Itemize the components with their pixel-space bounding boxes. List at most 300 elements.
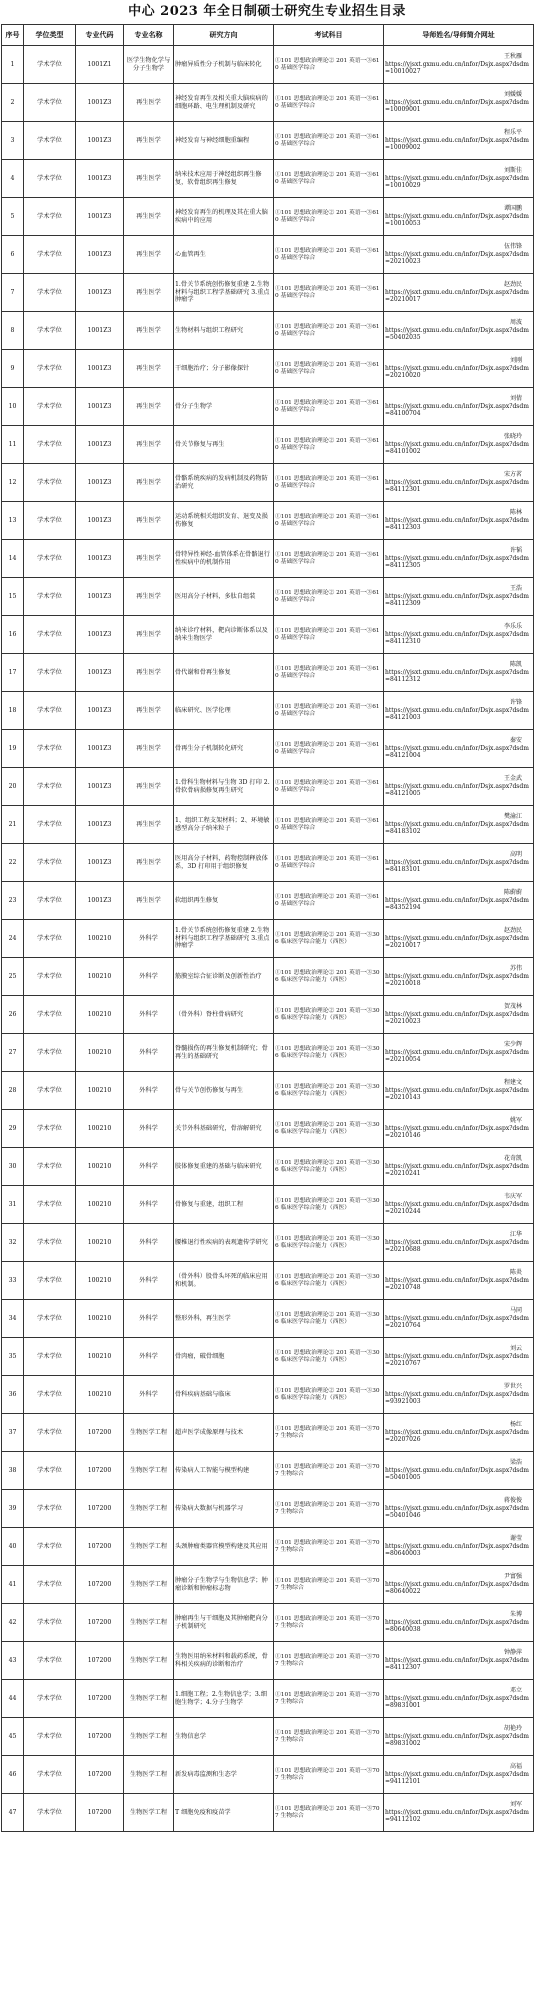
table-row: [2, 84, 534, 122]
row-number-cell: 1: [2, 46, 24, 84]
row-number-cell: 7: [2, 274, 24, 312]
tutor-profile-link[interactable]: https://yjsxt.gxmu.edu.cn/infor/Dsjx.aspx?dsdm=84100704: [385, 402, 529, 418]
table-row: [2, 122, 534, 160]
tutor-cell: [384, 768, 534, 806]
major-name-cell: 再生医学: [124, 654, 174, 692]
tutor-profile-link[interactable]: https://yjsxt.gxmu.edu.cn/infor/Dsjx.aspx?dsdm=80640022: [385, 1580, 529, 1596]
degree-type-cell: 学术学位: [24, 1490, 76, 1528]
tutor-profile-link[interactable]: https://yjsxt.gxmu.edu.cn/infor/Dsjx.aspx?dsdm=20210767: [385, 1352, 529, 1368]
major-name-cell: 外科学: [124, 1072, 174, 1110]
tutor-cell: [384, 1680, 534, 1718]
degree-type-cell: 学术学位: [24, 616, 76, 654]
exam-subjects-cell: ①101 思想政治理论② 201 英语一③306 临床医学综合能力（西医）: [274, 1338, 384, 1376]
exam-subjects-cell: ①101 思想政治理论② 201 英语一③707 生物综合: [274, 1756, 384, 1794]
exam-subjects-cell: ①101 思想政治理论② 201 英语一③610 基础医学综合: [274, 426, 384, 464]
row-number-cell: 9: [2, 350, 24, 388]
research-direction-cell: 传染病大数据与机器学习: [174, 1490, 274, 1528]
tutor-name: 樊渝江: [503, 813, 522, 821]
major-code-cell: 107200: [76, 1528, 124, 1566]
row-number-cell: 8: [2, 312, 24, 350]
table-row: [2, 1566, 534, 1604]
table-row: [2, 1718, 534, 1756]
degree-type-cell: 学术学位: [24, 464, 76, 502]
tutor-profile-link[interactable]: https://yjsxt.gxmu.edu.cn/infor/Dsjx.aspx?dsdm=84121004: [385, 744, 529, 760]
header-cell: 学位类型: [24, 25, 76, 46]
row-number-cell: 18: [2, 692, 24, 730]
row-number-cell: 27: [2, 1034, 24, 1072]
table-row: [2, 730, 534, 768]
research-direction-cell: 新发病毒监测和生态学: [174, 1756, 274, 1794]
major-code-cell: 100210: [76, 1186, 124, 1224]
tutor-profile-link[interactable]: https://yjsxt.gxmu.edu.cn/infor/Dsjx.aspx?dsdm=10009002: [385, 136, 529, 152]
exam-subjects-cell: ①101 思想政治理论② 201 英语一③306 临床医学综合能力（西医）: [274, 920, 384, 958]
row-number-cell: 14: [2, 540, 24, 578]
row-number-cell: 13: [2, 502, 24, 540]
research-direction-cell: 骨科疾病基础与临床: [174, 1376, 274, 1414]
tutor-profile-link[interactable]: https://yjsxt.gxmu.edu.cn/infor/Dsjx.aspx?dsdm=20210023: [385, 1010, 529, 1026]
exam-subjects-cell: ①101 思想政治理论② 201 英语一③306 临床医学综合能力（西医）: [274, 1224, 384, 1262]
tutor-profile-link[interactable]: https://yjsxt.gxmu.edu.cn/infor/Dsjx.aspx?dsdm=84112310: [385, 630, 529, 646]
exam-subjects-cell: ①101 思想政治理论② 201 英语一③306 临床医学综合能力（西医）: [274, 1300, 384, 1338]
major-code-cell: 1001Z3: [76, 198, 124, 236]
research-direction-cell: 关节外科基础研究，骨溶解研究: [174, 1110, 274, 1148]
row-number-cell: 44: [2, 1680, 24, 1718]
tutor-name: 许锋: [509, 699, 522, 707]
major-code-cell: 1001Z3: [76, 578, 124, 616]
tutor-profile-link[interactable]: https://yjsxt.gxmu.edu.cn/infor/Dsjx.aspx?dsdm=20210023: [385, 250, 529, 266]
major-name-cell: 再生医学: [124, 426, 174, 464]
major-code-cell: 1001Z3: [76, 844, 124, 882]
tutor-profile-link[interactable]: https://yjsxt.gxmu.edu.cn/infor/Dsjx.aspx?dsdm=20210018: [385, 972, 529, 988]
degree-type-cell: 学术学位: [24, 1148, 76, 1186]
degree-type-cell: 学术学位: [24, 236, 76, 274]
tutor-cell: [384, 1566, 534, 1604]
research-direction-cell: 骨肉瘤，破骨细胞: [174, 1338, 274, 1376]
exam-subjects-cell: ①101 思想政治理论② 201 英语一③610 基础医学综合: [274, 502, 384, 540]
degree-type-cell: 学术学位: [24, 1338, 76, 1376]
tutor-profile-link[interactable]: https://yjsxt.gxmu.edu.cn/infor/Dsjx.aspx?dsdm=80640003: [385, 1542, 529, 1558]
row-number-cell: 2: [2, 84, 24, 122]
major-code-cell: 1001Z3: [76, 274, 124, 312]
tutor-profile-link[interactable]: https://yjsxt.gxmu.edu.cn/infor/Dsjx.aspx?dsdm=84183101: [385, 858, 529, 874]
tutor-cell: [384, 236, 534, 274]
major-name-cell: 外科学: [124, 1338, 174, 1376]
exam-subjects-cell: ①101 思想政治理论② 201 英语一③707 生物综合: [274, 1718, 384, 1756]
research-direction-cell: 纳米技术应用于神经组织再生修复，软骨组织再生修复: [174, 160, 274, 198]
tutor-profile-link[interactable]: https://yjsxt.gxmu.edu.cn/infor/Dsjx.aspx?dsdm=10009001: [385, 98, 529, 114]
research-direction-cell: 骨与关节创伤修复与再生: [174, 1072, 274, 1110]
table-row: [2, 920, 534, 958]
tutor-profile-link[interactable]: https://yjsxt.gxmu.edu.cn/infor/Dsjx.aspx?dsdm=84121003: [385, 706, 529, 722]
exam-subjects-cell: ①101 思想政治理论② 201 英语一③610 基础医学综合: [274, 312, 384, 350]
major-name-cell: 生物医学工程: [124, 1528, 174, 1566]
row-number-cell: 31: [2, 1186, 24, 1224]
degree-type-cell: 学术学位: [24, 46, 76, 84]
header-cell: 序号: [2, 25, 24, 46]
degree-type-cell: 学术学位: [24, 1642, 76, 1680]
degree-type-cell: 学术学位: [24, 692, 76, 730]
major-name-cell: 再生医学: [124, 198, 174, 236]
tutor-cell: [384, 958, 534, 996]
table-row: [2, 1490, 534, 1528]
tutor-name: 刘刚: [509, 357, 522, 365]
research-direction-cell: 医用高分子材料，药物控制释放体系，3D 打印用于组织修复: [174, 844, 274, 882]
degree-type-cell: 学术学位: [24, 958, 76, 996]
row-number-cell: 29: [2, 1110, 24, 1148]
tutor-profile-link[interactable]: https://yjsxt.gxmu.edu.cn/infor/Dsjx.aspx?dsdm=20210748: [385, 1276, 529, 1292]
tutor-cell: [384, 1452, 534, 1490]
major-name-cell: 外科学: [124, 920, 174, 958]
tutor-profile-link[interactable]: https://yjsxt.gxmu.edu.cn/infor/Dsjx.aspx?dsdm=10010029: [385, 174, 529, 190]
tutor-profile-link[interactable]: https://yjsxt.gxmu.edu.cn/infor/Dsjx.aspx?dsdm=84112303: [385, 516, 529, 532]
header-cell: 导师姓名/导师简介网址: [384, 25, 534, 46]
research-direction-cell: 神经发育与神经细胞重编程: [174, 122, 274, 160]
tutor-profile-link[interactable]: https://yjsxt.gxmu.edu.cn/infor/Dsjx.aspx?dsdm=20210688: [385, 1238, 529, 1254]
row-number-cell: 6: [2, 236, 24, 274]
research-direction-cell: 骨修复与重建，组织工程: [174, 1186, 274, 1224]
tutor-profile-link[interactable]: https://yjsxt.gxmu.edu.cn/infor/Dsjx.aspx?dsdm=84183102: [385, 820, 529, 836]
exam-subjects-cell: ①101 思想政治理论② 201 英语一③610 基础医学综合: [274, 122, 384, 160]
tutor-profile-link[interactable]: https://yjsxt.gxmu.edu.cn/infor/Dsjx.aspx?dsdm=84112301: [385, 478, 529, 494]
tutor-name: 周波: [509, 319, 522, 327]
research-direction-cell: 神经发育再生及相关重大脑疾病的细胞环路、电生理机制及研究: [174, 84, 274, 122]
major-code-cell: 1001Z3: [76, 236, 124, 274]
table-row: [2, 882, 534, 920]
row-number-cell: 46: [2, 1756, 24, 1794]
document-title: 中心 2023 年全日制硕士研究生专业招生目录: [128, 4, 406, 19]
research-direction-cell: 1.骨关节系统创伤修复重建 2.生物材料与组织工程学基础研究 3.重点肿瘤学: [174, 274, 274, 312]
research-direction-cell: 1.骨科生物材料与生物 3D 打印 2.骨软骨病损修复再生研究: [174, 768, 274, 806]
exam-subjects-cell: ①101 思想政治理论② 201 英语一③610 基础医学综合: [274, 198, 384, 236]
research-direction-cell: 肿瘤异质性分子机制与临床转化: [174, 46, 274, 84]
tutor-cell: [384, 198, 534, 236]
major-code-cell: 107200: [76, 1452, 124, 1490]
exam-subjects-cell: ①101 思想政治理论② 201 英语一③707 生物综合: [274, 1794, 384, 1832]
degree-type-cell: 学术学位: [24, 388, 76, 426]
major-code-cell: 107200: [76, 1642, 124, 1680]
row-number-cell: 37: [2, 1414, 24, 1452]
table-row: [2, 768, 534, 806]
tutor-name: 李乐乐: [503, 623, 522, 631]
major-name-cell: 再生医学: [124, 502, 174, 540]
row-number-cell: 28: [2, 1072, 24, 1110]
research-direction-cell: T 细胞免疫和疫苗学: [174, 1794, 274, 1832]
tutor-profile-link[interactable]: https://yjsxt.gxmu.edu.cn/infor/Dsjx.aspx?dsdm=89831001: [385, 1694, 529, 1710]
major-name-cell: 外科学: [124, 1300, 174, 1338]
tutor-cell: [384, 1148, 534, 1186]
major-code-cell: 1001Z3: [76, 692, 124, 730]
exam-subjects-cell: ①101 思想政治理论② 201 英语一③610 基础医学综合: [274, 616, 384, 654]
research-direction-cell: 肢体修复重建的基础与临床研究: [174, 1148, 274, 1186]
tutor-name: 伍伟锋: [503, 243, 522, 251]
table-row: [2, 1262, 534, 1300]
tutor-profile-link[interactable]: https://yjsxt.gxmu.edu.cn/infor/Dsjx.aspx?dsdm=84112305: [385, 554, 529, 570]
row-number-cell: 45: [2, 1718, 24, 1756]
table-row: [2, 1186, 534, 1224]
table-row: [2, 996, 534, 1034]
major-name-cell: 再生医学: [124, 122, 174, 160]
tutor-cell: [384, 502, 534, 540]
table-row: [2, 1148, 534, 1186]
major-code-cell: 1001Z3: [76, 882, 124, 920]
tutor-cell: [384, 1376, 534, 1414]
tutor-profile-link[interactable]: https://yjsxt.gxmu.edu.cn/infor/Dsjx.aspx?dsdm=10010027: [385, 60, 529, 76]
major-code-cell: 1001Z3: [76, 768, 124, 806]
tutor-cell: [384, 996, 534, 1034]
tutor-cell: [384, 1300, 534, 1338]
table-row: [2, 1376, 534, 1414]
tutor-profile-link[interactable]: https://yjsxt.gxmu.edu.cn/infor/Dsjx.aspx?dsdm=20210054: [385, 1048, 529, 1064]
degree-type-cell: 学术学位: [24, 1414, 76, 1452]
tutor-profile-link[interactable]: https://yjsxt.gxmu.edu.cn/infor/Dsjx.aspx?dsdm=20207026: [385, 1428, 529, 1444]
tutor-profile-link[interactable]: https://yjsxt.gxmu.edu.cn/infor/Dsjx.aspx?dsdm=10010053: [385, 212, 529, 228]
tutor-profile-link[interactable]: https://yjsxt.gxmu.edu.cn/infor/Dsjx.aspx?dsdm=20210764: [385, 1314, 529, 1330]
research-direction-cell: 1.细胞工程；2.生物信息学；3.细胞生物学；4.分子生物学: [174, 1680, 274, 1718]
tutor-profile-link[interactable]: https://yjsxt.gxmu.edu.cn/infor/Dsjx.aspx?dsdm=89831002: [385, 1732, 529, 1748]
tutor-profile-link[interactable]: https://yjsxt.gxmu.edu.cn/infor/Dsjx.aspx?dsdm=84121005: [385, 782, 529, 798]
exam-subjects-cell: ①101 思想政治理论② 201 英语一③610 基础医学综合: [274, 730, 384, 768]
major-name-cell: 外科学: [124, 958, 174, 996]
row-number-cell: 23: [2, 882, 24, 920]
research-direction-cell: （骨外科）股骨头坏死的临床应用和机制。: [174, 1262, 274, 1300]
row-number-cell: 17: [2, 654, 24, 692]
tutor-name: 陈林: [509, 509, 522, 517]
research-direction-cell: 生物材料与组织工程研究: [174, 312, 274, 350]
exam-subjects-cell: ①101 思想政治理论② 201 英语一③610 基础医学综合: [274, 160, 384, 198]
tutor-name: 苏伟: [509, 965, 522, 973]
tutor-name: 谢莹: [509, 1535, 522, 1543]
tutor-cell: [384, 540, 534, 578]
header-cell: 专业代码: [76, 25, 124, 46]
tutor-profile-link[interactable]: https://yjsxt.gxmu.edu.cn/infor/Dsjx.aspx?dsdm=20210244: [385, 1200, 529, 1216]
table-row: [2, 578, 534, 616]
row-number-cell: 34: [2, 1300, 24, 1338]
major-name-cell: 再生医学: [124, 768, 174, 806]
row-number-cell: 15: [2, 578, 24, 616]
tutor-cell: [384, 1642, 534, 1680]
tutor-profile-link[interactable]: https://yjsxt.gxmu.edu.cn/infor/Dsjx.aspx?dsdm=50401046: [385, 1504, 529, 1520]
tutor-name: 赵劲民: [503, 927, 522, 935]
table-row: [2, 198, 534, 236]
major-code-cell: 1001Z3: [76, 312, 124, 350]
row-number-cell: 43: [2, 1642, 24, 1680]
major-name-cell: 再生医学: [124, 388, 174, 426]
tutor-name: 程乐平: [503, 129, 522, 137]
row-number-cell: 32: [2, 1224, 24, 1262]
row-number-cell: 41: [2, 1566, 24, 1604]
tutor-profile-link[interactable]: https://yjsxt.gxmu.edu.cn/infor/Dsjx.aspx?dsdm=20210017: [385, 934, 529, 950]
tutor-profile-link[interactable]: https://yjsxt.gxmu.edu.cn/infor/Dsjx.aspx?dsdm=20210146: [385, 1124, 529, 1140]
major-code-cell: 107200: [76, 1490, 124, 1528]
tutor-profile-link[interactable]: https://yjsxt.gxmu.edu.cn/infor/Dsjx.aspx?dsdm=84101002: [385, 440, 529, 456]
tutor-name: 尹富强: [503, 1573, 522, 1581]
tutor-profile-link[interactable]: https://yjsxt.gxmu.edu.cn/infor/Dsjx.aspx?dsdm=84352194: [385, 896, 529, 912]
exam-subjects-cell: ①101 思想政治理论② 201 英语一③707 生物综合: [274, 1680, 384, 1718]
table-row: [2, 958, 534, 996]
tutor-profile-link[interactable]: https://yjsxt.gxmu.edu.cn/infor/Dsjx.aspx?dsdm=94112102: [385, 1808, 529, 1824]
row-number-cell: 26: [2, 996, 24, 1034]
degree-type-cell: 学术学位: [24, 1718, 76, 1756]
tutor-cell: [384, 84, 534, 122]
major-code-cell: 1001Z3: [76, 160, 124, 198]
row-number-cell: 21: [2, 806, 24, 844]
major-code-cell: 1001Z3: [76, 540, 124, 578]
exam-subjects-cell: ①101 思想政治理论② 201 英语一③707 生物综合: [274, 1528, 384, 1566]
research-direction-cell: 腰椎退行性疾病的表观遗传学研究: [174, 1224, 274, 1262]
tutor-cell: [384, 350, 534, 388]
tutor-cell: [384, 1490, 534, 1528]
major-name-cell: 再生医学: [124, 350, 174, 388]
tutor-profile-link[interactable]: https://yjsxt.gxmu.edu.cn/infor/Dsjx.aspx?dsdm=20210143: [385, 1086, 529, 1102]
tutor-cell: [384, 1414, 534, 1452]
tutor-profile-link[interactable]: https://yjsxt.gxmu.edu.cn/infor/Dsjx.aspx?dsdm=20210020: [385, 364, 529, 380]
major-code-cell: 100210: [76, 1262, 124, 1300]
table-row: [2, 1642, 534, 1680]
exam-subjects-cell: ①101 思想政治理论② 201 英语一③610 基础医学综合: [274, 236, 384, 274]
research-direction-cell: 1.骨关节系统创伤修复重建 2.生物材料与组织工程学基础研究 3.重点肿瘤学: [174, 920, 274, 958]
exam-subjects-cell: ①101 思想政治理论② 201 英语一③610 基础医学综合: [274, 540, 384, 578]
tutor-cell: [384, 806, 534, 844]
exam-subjects-cell: ①101 思想政治理论② 201 英语一③707 生物综合: [274, 1566, 384, 1604]
table-row: [2, 1338, 534, 1376]
major-code-cell: 107200: [76, 1756, 124, 1794]
table-row: [2, 616, 534, 654]
tutor-name: 杨红: [509, 1421, 522, 1429]
tutor-cell: [384, 1224, 534, 1262]
tutor-name: 刘军: [509, 1801, 522, 1809]
degree-type-cell: 学术学位: [24, 1224, 76, 1262]
tutor-name: 秦安: [509, 737, 522, 745]
tutor-cell: [384, 160, 534, 198]
major-name-cell: 外科学: [124, 996, 174, 1034]
exam-subjects-cell: ①101 思想政治理论② 201 英语一③610 基础医学综合: [274, 654, 384, 692]
enrollment-catalog-table: [1, 24, 534, 1832]
tutor-profile-link[interactable]: https://yjsxt.gxmu.edu.cn/infor/Dsjx.aspx?dsdm=93921003: [385, 1390, 529, 1406]
tutor-profile-link[interactable]: https://yjsxt.gxmu.edu.cn/infor/Dsjx.aspx?dsdm=20210241: [385, 1162, 529, 1178]
major-code-cell: 100210: [76, 996, 124, 1034]
exam-subjects-cell: ①101 思想政治理论② 201 英语一③610 基础医学综合: [274, 692, 384, 730]
row-number-cell: 3: [2, 122, 24, 160]
exam-subjects-cell: ①101 思想政治理论② 201 英语一③306 临床医学综合能力（西医）: [274, 1110, 384, 1148]
degree-type-cell: 学术学位: [24, 882, 76, 920]
tutor-cell: [384, 654, 534, 692]
row-number-cell: 42: [2, 1604, 24, 1642]
major-code-cell: 1001Z3: [76, 654, 124, 692]
major-name-cell: 再生医学: [124, 236, 174, 274]
row-number-cell: 11: [2, 426, 24, 464]
table-row: [2, 1604, 534, 1642]
major-code-cell: 1001Z3: [76, 502, 124, 540]
major-code-cell: 100210: [76, 958, 124, 996]
table-row: [2, 312, 534, 350]
tutor-name: 胡艳玲: [503, 1725, 522, 1733]
major-code-cell: 100210: [76, 1338, 124, 1376]
major-code-cell: 100210: [76, 1034, 124, 1072]
tutor-cell: [384, 882, 534, 920]
tutor-name: 梁浩: [509, 1459, 522, 1467]
table-row: [2, 692, 534, 730]
research-direction-cell: 骨代谢和骨再生修复: [174, 654, 274, 692]
research-direction-cell: 传染病人工智能与模型构建: [174, 1452, 274, 1490]
tutor-cell: [384, 920, 534, 958]
research-direction-cell: 软组织再生修复: [174, 882, 274, 920]
major-name-cell: 生物医学工程: [124, 1680, 174, 1718]
tutor-name: 高明: [509, 851, 522, 859]
tutor-cell: [384, 1528, 534, 1566]
degree-type-cell: 学术学位: [24, 1528, 76, 1566]
research-direction-cell: 心血管再生: [174, 236, 274, 274]
tutor-cell: [384, 1604, 534, 1642]
major-code-cell: 1001Z3: [76, 84, 124, 122]
degree-type-cell: 学术学位: [24, 1452, 76, 1490]
tutor-profile-link[interactable]: https://yjsxt.gxmu.edu.cn/infor/Dsjx.aspx?dsdm=80640038: [385, 1618, 529, 1634]
tutor-cell: [384, 1110, 534, 1148]
major-name-cell: 外科学: [124, 1186, 174, 1224]
tutor-name: 邓立: [509, 1687, 522, 1695]
tutor-profile-link[interactable]: https://yjsxt.gxmu.edu.cn/infor/Dsjx.aspx?dsdm=50401005: [385, 1466, 529, 1482]
row-number-cell: 47: [2, 1794, 24, 1832]
tutor-profile-link[interactable]: https://yjsxt.gxmu.edu.cn/infor/Dsjx.aspx?dsdm=20210017: [385, 288, 529, 304]
tutor-profile-link[interactable]: https://yjsxt.gxmu.edu.cn/infor/Dsjx.aspx?dsdm=84112312: [385, 668, 529, 684]
table-row: [2, 236, 534, 274]
major-name-cell: 再生医学: [124, 616, 174, 654]
major-code-cell: 100210: [76, 1148, 124, 1186]
tutor-name: 谭国鹏: [503, 205, 522, 213]
row-number-cell: 35: [2, 1338, 24, 1376]
degree-type-cell: 学术学位: [24, 350, 76, 388]
tutor-profile-link[interactable]: https://yjsxt.gxmu.edu.cn/infor/Dsjx.aspx?dsdm=50402035: [385, 326, 529, 342]
table-header-row: [2, 25, 534, 46]
header-cell: 考试科目: [274, 25, 384, 46]
tutor-name: 王秋雁: [503, 53, 522, 61]
tutor-name: 刘云: [509, 1345, 522, 1353]
degree-type-cell: 学术学位: [24, 806, 76, 844]
row-number-cell: 36: [2, 1376, 24, 1414]
research-direction-cell: 骨特异性神经-血管体系在骨骼退行性疾病中的机制作用: [174, 540, 274, 578]
major-name-cell: 生物医学工程: [124, 1566, 174, 1604]
major-name-cell: 再生医学: [124, 312, 174, 350]
tutor-cell: [384, 1072, 534, 1110]
table-row: [2, 502, 534, 540]
tutor-name: 陈蔚蔚: [503, 889, 522, 897]
research-direction-cell: 肿瘤再生与干细胞及其肿瘤靶向分子机制研究: [174, 1604, 274, 1642]
degree-type-cell: 学术学位: [24, 274, 76, 312]
research-direction-cell: 超声医学成像原理与技术: [174, 1414, 274, 1452]
exam-subjects-cell: ①101 思想政治理论② 201 英语一③610 基础医学综合: [274, 844, 384, 882]
table-row: [2, 1034, 534, 1072]
degree-type-cell: 学术学位: [24, 844, 76, 882]
tutor-profile-link[interactable]: https://yjsxt.gxmu.edu.cn/infor/Dsjx.aspx?dsdm=84112309: [385, 592, 529, 608]
degree-type-cell: 学术学位: [24, 654, 76, 692]
research-direction-cell: 整形外科，再生医学: [174, 1300, 274, 1338]
row-number-cell: 19: [2, 730, 24, 768]
research-direction-cell: 筋膜室综合征诊断及创新性治疗: [174, 958, 274, 996]
tutor-cell: [384, 730, 534, 768]
table-row: [2, 388, 534, 426]
row-number-cell: 33: [2, 1262, 24, 1300]
exam-subjects-cell: ①101 思想政治理论② 201 英语一③610 基础医学综合: [274, 768, 384, 806]
major-name-cell: 再生医学: [124, 540, 174, 578]
major-code-cell: 107200: [76, 1718, 124, 1756]
major-name-cell: 生物医学工程: [124, 1414, 174, 1452]
major-code-cell: 100210: [76, 1072, 124, 1110]
degree-type-cell: 学术学位: [24, 1186, 76, 1224]
table-row: [2, 1110, 534, 1148]
tutor-profile-link[interactable]: https://yjsxt.gxmu.edu.cn/infor/Dsjx.aspx?dsdm=94112101: [385, 1770, 529, 1786]
header-cell: 专业名称: [124, 25, 174, 46]
research-direction-cell: 干细胞治疗；分子影像探针: [174, 350, 274, 388]
tutor-profile-link[interactable]: https://yjsxt.gxmu.edu.cn/infor/Dsjx.aspx?dsdm=84112307: [385, 1656, 529, 1672]
